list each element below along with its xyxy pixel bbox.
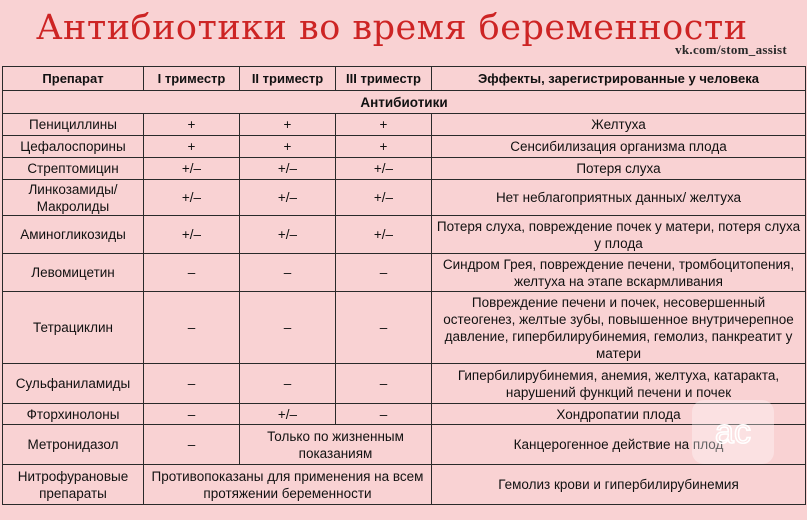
header-effects: Эффекты, зарегистрированные у человека xyxy=(432,67,806,91)
effect-text: Гипербилирубинемия, анемия, желтуха, катаракта, нарушений функций печени и почек xyxy=(432,364,806,404)
drug-name: Метронидазол xyxy=(3,425,144,465)
table-row xyxy=(3,292,806,364)
trimester-1-value: – xyxy=(144,292,240,364)
trimester-1-value: + xyxy=(144,136,240,158)
antibiotics-table xyxy=(2,66,806,505)
trimester-3-value: +/– xyxy=(336,216,432,254)
trimester-3-value: +/– xyxy=(336,180,432,216)
trimester-3-value: + xyxy=(336,136,432,158)
drug-name: Левомицетин xyxy=(3,254,144,292)
trimester-3-value: – xyxy=(336,292,432,364)
trimester-1-value: – xyxy=(144,425,240,465)
effect-text: Канцерогенное действие на плод xyxy=(432,425,806,465)
effect-text: Синдром Грея, повреждение печени, тромбоцитопения, желтуха на этапе вскармливания xyxy=(432,254,806,292)
header-trimester-3: III триместр xyxy=(336,67,432,91)
effect-text: Потеря слуха xyxy=(432,158,806,180)
effect-text: Повреждение печени и почек, несовершенный остеогенез, желтые зубы, повышенное внутричерепное давление, гипербилирубинемия, гемолиз, панкреатит у матери xyxy=(432,292,806,364)
trimester-3-value: +/– xyxy=(336,158,432,180)
drug-name: Нитрофурановые препараты xyxy=(3,465,144,505)
header-trimester-1: I триместр xyxy=(144,67,240,91)
table-row xyxy=(3,114,806,136)
trimester-1-value: – xyxy=(144,364,240,404)
trimester-2-value: + xyxy=(240,136,336,158)
drug-name: Сульфаниламиды xyxy=(3,364,144,404)
trimester-2-value: – xyxy=(240,254,336,292)
table-row xyxy=(3,180,806,216)
table-row xyxy=(3,465,806,505)
effect-text: Хондропатии плода xyxy=(432,404,806,425)
trimester-2-value: – xyxy=(240,292,336,364)
trimester-2-value: +/– xyxy=(240,404,336,425)
table-row xyxy=(3,364,806,404)
ac-logo-icon xyxy=(701,412,765,452)
trimester-all-value: Противопоказаны для применения на всем протяжении беременности xyxy=(144,465,432,505)
trimester-3-value: – xyxy=(336,254,432,292)
drug-name: Фторхинолоны xyxy=(3,404,144,425)
trimester-1-value: + xyxy=(144,114,240,136)
table-row xyxy=(3,404,806,425)
trimester-1-value: +/– xyxy=(144,158,240,180)
svg-text:ac: ac xyxy=(715,413,751,451)
drug-name: Линкозамиды/ Макролиды xyxy=(3,180,144,216)
trimester-2-value: – xyxy=(240,364,336,404)
trimester-2-3-value: Только по жизненным показаниям xyxy=(240,425,432,465)
trimester-1-value: – xyxy=(144,404,240,425)
header-trimester-2: II триместр xyxy=(240,67,336,91)
trimester-3-value: + xyxy=(336,114,432,136)
effect-text: Желтуха xyxy=(432,114,806,136)
trimester-3-value: – xyxy=(336,404,432,425)
drug-name: Пенициллины xyxy=(3,114,144,136)
trimester-2-value: +/– xyxy=(240,216,336,254)
section-row xyxy=(3,91,806,114)
table-row xyxy=(3,216,806,254)
effect-text: Гемолиз крови и гипербилирубинемия xyxy=(432,465,806,505)
ac-logo xyxy=(692,400,774,464)
table-row xyxy=(3,254,806,292)
trimester-2-value: + xyxy=(240,114,336,136)
effect-text: Нет неблагоприятных данных/ желтуха xyxy=(432,180,806,216)
effect-text: Сенсибилизация организма плода xyxy=(432,136,806,158)
table-row xyxy=(3,425,806,465)
drug-name: Цефалоспорины xyxy=(3,136,144,158)
trimester-2-value: +/– xyxy=(240,158,336,180)
trimester-1-value: +/– xyxy=(144,180,240,216)
header-row xyxy=(3,67,806,91)
trimester-1-value: – xyxy=(144,254,240,292)
section-label: Антибиотики xyxy=(3,91,806,114)
table-row xyxy=(3,136,806,158)
table-row xyxy=(3,158,806,180)
header-drug: Препарат xyxy=(3,67,144,91)
page-title: Антибиотики во время беременности xyxy=(36,8,748,48)
effect-text: Потеря слуха, повреждение почек у матери, потеря слуха у плода xyxy=(432,216,806,254)
trimester-3-value: – xyxy=(336,364,432,404)
trimester-2-value: +/– xyxy=(240,180,336,216)
watermark-text: vk.com/stom_assist xyxy=(675,42,787,57)
trimester-1-value: +/– xyxy=(144,216,240,254)
drug-name: Тетрациклин xyxy=(3,292,144,364)
drug-name: Стрептомицин xyxy=(3,158,144,180)
drug-name: Аминогликозиды xyxy=(3,216,144,254)
